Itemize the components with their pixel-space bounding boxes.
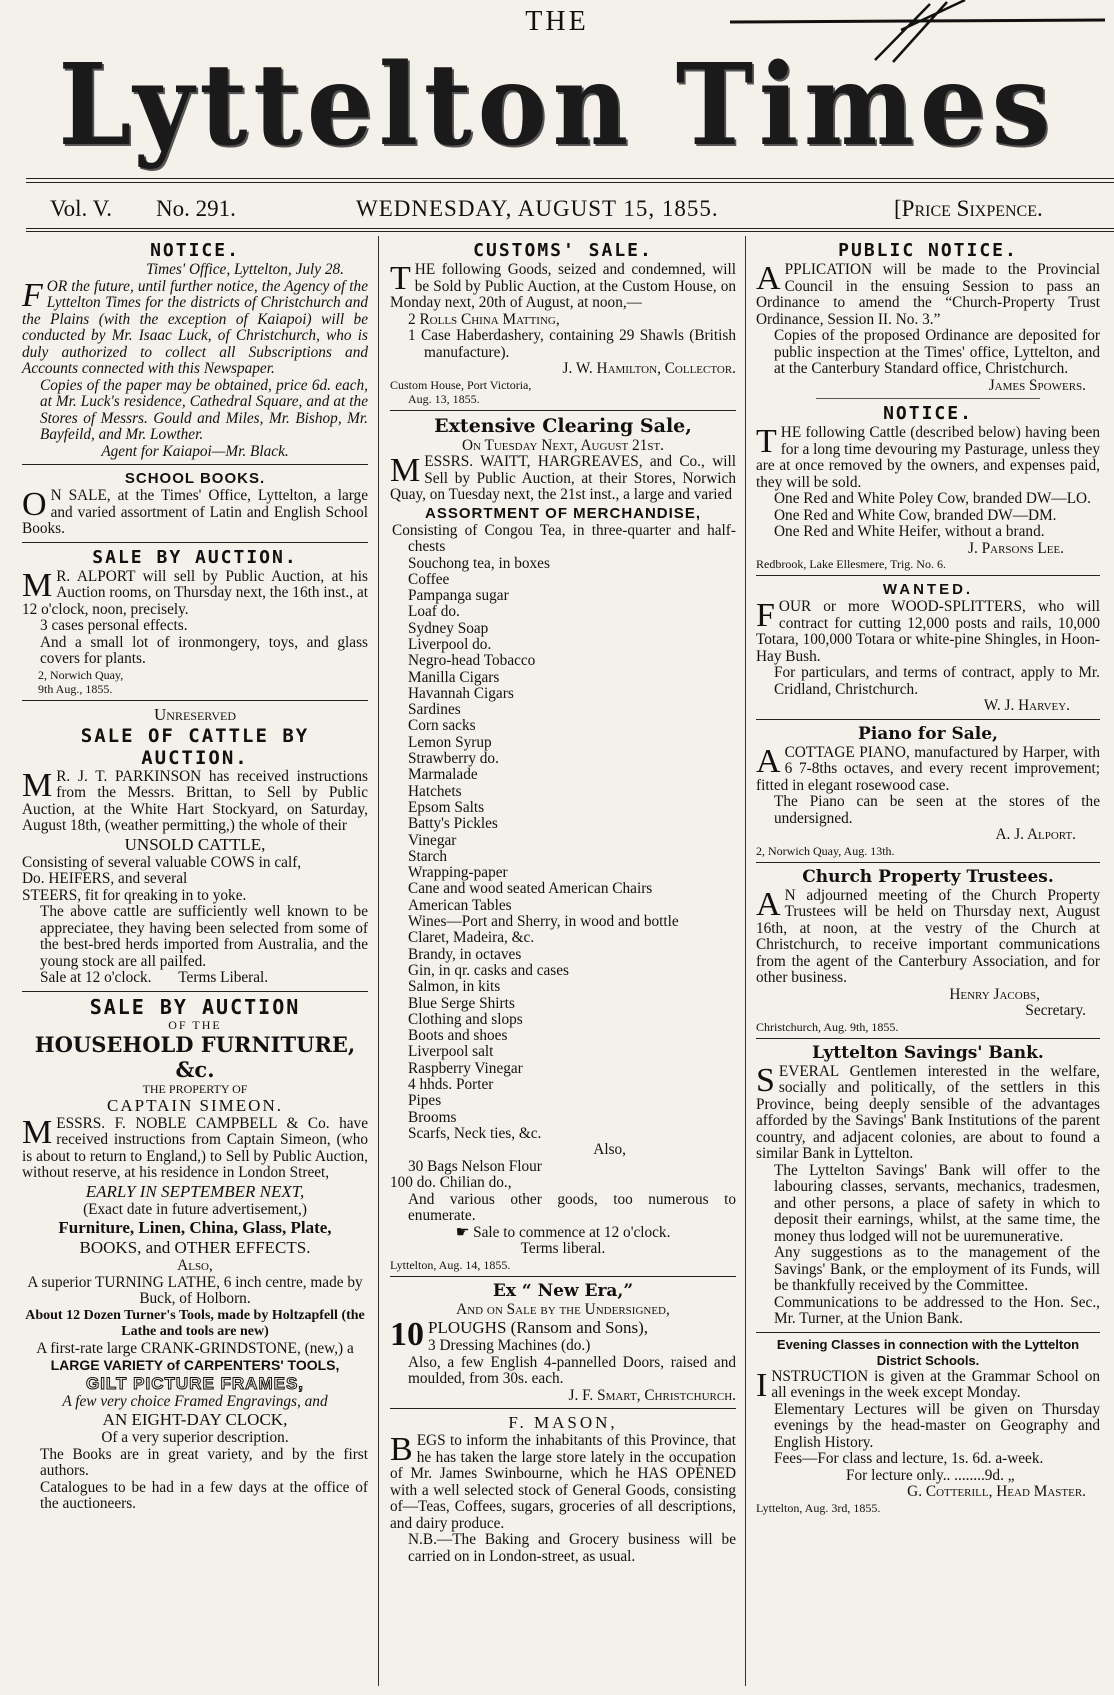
column-rule-2	[745, 236, 746, 1686]
merchandise-item: Clothing and slops	[408, 1010, 523, 1028]
ad-heading: Ex “ New Era,”	[492, 1280, 634, 1301]
drop-cap: F	[22, 276, 43, 314]
drop-cap: M	[22, 566, 53, 604]
ad-heading: Evening Classes in connection with the Lyttelton District Schools.	[776, 1336, 1080, 1368]
merchandise-item: Salmon, in kits	[408, 978, 501, 996]
merchandise-item: Wrapping-paper	[408, 864, 508, 882]
merchandise-item: Corn sacks	[408, 717, 476, 735]
cattle-notice-ad: NOTICE. THE following Cattle (described below) having been for a long time devouring my Pasturage, unless they are at once removed by the owners, and expenses paid, they will be sold. One Red and White Poley Cow, branded DW—LO. One Red and White Cow, branded DW—DM. One Red and White Heifer, without a brand. J. Parsons Lee. Redbrook, Lake Ellesmere, Trig. No. 6.	[756, 403, 1100, 571]
merchandise-item: Scarfs, Neck ties, &c.	[408, 1124, 542, 1142]
ad-heading: Extensive Clearing Sale,	[434, 414, 692, 437]
drop-cap: B	[390, 1431, 413, 1469]
merchandise-item: Wines—Port and Sherry, in wood and bottle	[408, 913, 679, 931]
merchandise-item: Brandy, in octaves	[408, 945, 522, 963]
issue-date: WEDNESDAY, AUGUST 15, 1855.	[356, 196, 719, 221]
church-trustees-ad: Church Property Trustees. A N adjourned meeting of the Church Property Trustees will be held on Thursday next, August 16th, at noon, at the vestry of the Church at Christchurch, to receive important communications from the agent of the Canterbury Association, and for other business. Henry Jacobs, Secretary. Christchurch, Aug. 9th, 1855.	[756, 866, 1100, 1034]
savings-bank-ad: Lyttelton Savings' Bank. SEVERAL Gentlemen interested in the welfare, socially and politically, of the settlers in this Province, being deeply sensible of the advantages afforded by the Savings' Bank Institutions of the parent country, and adjacent colonies, are about to found a similar Bank in Lyttelton. The Lyttelton Savings' Bank will offer to the labouring classes, servants, mechanics, tradesmen, and other persons, a place of safety in which to deposit their earnings, whilst, at the same time, the money thus lodged will not be uuremunerative. Any suggestions as to the management of the Savings' Bank, or the employment of its Funds, will be thankfully received by the Committee. Communications to be addressed to the Hon. Sec., Mr. Turner, at the Union Bank.	[756, 1042, 1100, 1327]
merchandise-item: Brooms	[408, 1108, 457, 1126]
merchandise-item: Marmalade	[408, 766, 478, 784]
merchandise-item: Liverpool do.	[408, 635, 492, 653]
merchandise-item: Negro-head Tobacco	[408, 652, 536, 670]
customs-sale-ad: CUSTOMS' SALE. THE following Goods, seized and condemned, will be Sold by Public Auction, at the Custom House, on Monday next, 20th of August, at noon,— 2 Rolls China Matting, 1 Case Haberdashery, containing 29 Shawls (British manufacture). J. W. Hamilton, Collector. Custom House, Port Victoria, Aug. 13, 1855.	[390, 240, 736, 406]
ad-heading: Church Property Trustees.	[802, 866, 1054, 887]
drop-cap: O	[22, 486, 47, 523]
alport-auction-ad: SALE BY AUCTION. M R. ALPORT will sell by Public Auction, at his Auction rooms, on Thursday next, the 16th inst., at 12 o'clock, noon, precisely. 3 cases personal effects. And a small lot of ironmongery, toys, and glass covers for plants. 2, Norwich Quay, 9th Aug., 1855.	[22, 546, 368, 696]
wanted-ad: WANTED. FOUR or more WOOD-SPLITTERS, who will contract for cutting 12,000 posts and rails, 10,000 Totara, 100,000 Totara or white-pine Shingles, in Hoon-Hay Bush. For particulars, and terms of contract, apply to Mr. Cridland, Christchurch. W. J. Harvey.	[756, 581, 1100, 714]
merchandise-item: Liverpool salt	[408, 1043, 494, 1061]
column-rule-1	[378, 236, 379, 1686]
column-1	[22, 240, 368, 1517]
merchandise-item: Strawberry do.	[408, 750, 499, 768]
divider	[390, 1276, 736, 1277]
merchandise-item: 4 hhds. Porter	[408, 1076, 494, 1093]
dateline	[26, 190, 1114, 224]
merchandise-item: Sardines	[408, 701, 461, 719]
divider	[22, 542, 368, 543]
new-era-ad: Ex “ New Era,” And on Sale by the Undersigned, 10 PLOUGHS (Ransom and Sons), 3 Dressing Machines (do.) Also, a few English 4-pannelled Doors, raised and moulded, from 30s. each. J. F. Smart, Christchurch.	[390, 1280, 736, 1404]
divider	[756, 862, 1100, 863]
ad-heading: CUSTOMS' SALE.	[473, 240, 653, 261]
merchandise-item: Coffee	[408, 570, 450, 588]
divider	[756, 575, 1100, 576]
merchandise-list	[390, 556, 736, 1143]
ad-heading: PUBLIC NOTICE.	[838, 240, 1018, 261]
merchandise-item: Loaf do.	[408, 603, 460, 621]
dateline-rule	[26, 228, 1114, 229]
drop-cap: T	[390, 260, 411, 297]
drop-cap: I	[756, 1366, 768, 1404]
merchandise-item: Manilla Cigars	[408, 668, 500, 686]
drop-cap: A	[756, 885, 781, 923]
column-2	[390, 240, 736, 1569]
divider	[22, 991, 368, 992]
ad-heading: NOTICE.	[883, 403, 973, 424]
drop-cap: T	[756, 423, 777, 460]
merchandise-item: Hatchets	[408, 782, 462, 800]
pointing-hand-icon: ☛	[455, 1223, 470, 1241]
merchandise-item: Boots and shoes	[408, 1027, 508, 1045]
merchandise-item: Pipes	[408, 1092, 442, 1110]
drop-cap: 10	[390, 1316, 424, 1354]
merchandise-item: Havannah Cigars	[408, 684, 514, 702]
ad-heading: SCHOOL BOOKS.	[124, 470, 266, 487]
merchandise-item: Pampanga sugar	[408, 587, 509, 605]
merchandise-item: American Tables	[408, 896, 512, 914]
drop-cap: A	[756, 260, 781, 297]
column-3	[756, 240, 1100, 1519]
price: [Price Sixpence.	[894, 196, 1043, 221]
drop-cap: M	[22, 766, 53, 804]
drop-cap: F	[756, 597, 775, 634]
merchandise-item: Epsom Salts	[408, 798, 485, 816]
dateline-rule-2	[26, 231, 1114, 232]
ad-heading: WANTED.	[882, 581, 974, 598]
divider	[756, 1332, 1100, 1333]
divider	[756, 1038, 1100, 1039]
divider	[390, 1408, 736, 1409]
drop-cap: M	[390, 452, 421, 489]
ad-heading: SALE BY AUCTION	[89, 994, 301, 1019]
evening-classes-ad: Evening Classes in connection with the Lyttelton District Schools. INSTRUCTION is given at the Grammar School on all evenings in the week except Monday. Elementary Lectures will be given on Thursday evenings by the head-master on Geography and English History. Fees—For class and lecture, 1s. 6d. a-week. For lecture only.. ........9d. „ G. Cotterill, Head Master. Lyttelton, Aug. 3rd, 1855.	[756, 1336, 1100, 1515]
ad-heading: NOTICE.	[150, 240, 240, 261]
ad-heading: Piano for Sale,	[858, 723, 998, 744]
clearing-sale-ad: Extensive Clearing Sale, On Tuesday Next, August 21st. MESSRS. WAITT, HARGREAVES, and Co., will Sell by Public Auction, at their Stores, Norwich Quay, on Tuesday next, the 21st inst., a large and varied ASSORTMENT OF MERCHANDISE, Consisting of Congou Tea, in three-quarter and half-chests Souchong tea, in boxes Coffee Pampanga sugar Loaf do. Sydney Soap Liverpool do. Negro-head Tobacco Manilla Cigars Havannah Cigars Sardines Corn sacks Lemon Syrup Strawberry do. Marmalade Hatchets Epsom Salts Batty's Pickles Vinegar Starch Wrapping-paper Cane and wood seated American Chairs American Tables Wines—Port and Sherry, in wood and bottle Claret, Madeira, &c. Brandy, in octaves Gin, in qr. casks and cases Salmon, in kits Blue Serge Shirts Clothing and slops Boots and shoes Liverpool salt Raspberry Vinegar 4 hhds. Porter Pipes Brooms Scarfs, Neck ties, &c. Also, 30 Bags Nelson Flour 100 do. Chilian do., And various other goods, too numerous to enumerate. ☛ Sale to commence at 12 o'clock. Terms liberal. Lyttelton, Aug. 14, 1855.	[390, 414, 736, 1272]
merchandise-item: Blue Serge Shirts	[408, 994, 515, 1012]
merchandise-item: Raspberry Vinegar	[408, 1059, 523, 1077]
merchandise-item: Batty's Pickles	[408, 815, 498, 833]
issue-number: No. 291.	[156, 196, 236, 221]
divider	[756, 719, 1100, 720]
ad-heading: F. MASON,	[508, 1413, 618, 1433]
merchandise-item: Gin, in qr. casks and cases	[408, 961, 570, 979]
cattle-auction-ad: Unreserved SALE OF CATTLE BY AUCTION. M R. J. T. PARKINSON has received instructions from the Messrs. Brittan, to Sell by Public Auction, at the White Hart Stockyard, on Saturday, August 18th, (weather permitting,) the whole of their UNSOLD CATTLE, Consisting of several valuable COWS in calf, Do. HEIFERS, and several STEERS, fit for qreaking in to yoke. The above cattle are sufficiently well known to be appreciatee, they having been selected from some of the best-bred herds imported from Australia, and the young stock are all pailfed. Sale at 12 o'clock. Terms Liberal.	[22, 704, 368, 986]
divider	[816, 398, 1040, 399]
public-notice-ad: PUBLIC NOTICE. APPLICATION will be made to the Provincial Council in the ensuing Session to pass an Ordinance to amend the “Church-Property Trust Ordinance, Session II. No. 3.” Copies of the proposed Ordinance are deposited for public inspection at the Times' office, Lyttelton, and at the Canterbury Standard office, Christchurch. James Spowers.	[756, 240, 1100, 394]
piano-ad: Piano for Sale, ACOTTAGE PIANO, manufactured by Harper, with 6 7-8ths octaves, and every recent improvement; fitted in elegant rosewood case. The Piano can be seen at the stores of the undersigned. A. J. Alport. 2, Norwich Quay, Aug. 13th.	[756, 723, 1100, 858]
mason-ad: F. MASON, BEGS to inform the inhabitants of this Province, that he has taken the large store lately in the occupation of Mr. James Swinbourne, which he HAS OPENED with a well selected stock of General Goods, consisting of—Teas, Coffees, sugars, groceries of all descriptions, and dairy produce. N.B.—The Baking and Grocery business will be carried on in London-street, as usual.	[390, 1413, 736, 1565]
masthead-title: Lyttelton Times	[58, 40, 1056, 171]
divider	[390, 410, 736, 411]
divider	[22, 464, 368, 465]
volume: Vol. V.	[50, 196, 113, 221]
masthead-rule	[26, 178, 1114, 179]
drop-cap: A	[756, 742, 781, 780]
merchandise-item: Starch	[408, 847, 448, 865]
masthead-pre: THE	[525, 6, 589, 37]
merchandise-item: Souchong tea, in boxes	[408, 554, 550, 572]
merchandise-item: Cane and wood seated American Chairs	[408, 880, 653, 898]
agency-notice: NOTICE. Times' Office, Lyttelton, July 28. FOR the future, until further notice, the Agency of the Lyttelton Times for the districts of Christchurch and the Plains (with the exception of Kaiapoi) will be conducted by Mr. Isaac Luck, of Christchurch, who is duly authorized to collect all Subscriptions and Accounts connected with this Newspaper. Copies of the paper may be obtained, price 6d. each, at Mr. Luck's residence, Cathedral Square, and at the Stores of Messrs. Gould and Miles, Mr. Bishop, Mr. Bayfeild, and Mr. Lowther. Agent for Kaiapoi—Mr. Black.	[22, 240, 368, 460]
merchandise-item: Claret, Madeira, &c.	[408, 929, 535, 947]
merchandise-item: Vinegar	[408, 831, 457, 849]
drop-cap: M	[22, 1113, 53, 1151]
merchandise-item: Sydney Soap	[408, 619, 489, 637]
masthead-rule-2	[26, 182, 1114, 183]
school-books-ad: SCHOOL BOOKS. O N SALE, at the Times' Office, Lyttelton, a large and varied assortment of Latin and English School Books.	[22, 470, 368, 537]
ad-heading: SALE OF CATTLE BY AUCTION.	[80, 724, 310, 769]
divider	[22, 700, 368, 701]
ad-heading: SALE BY AUCTION.	[92, 546, 298, 568]
ad-heading: Lyttelton Savings' Bank.	[812, 1042, 1044, 1063]
furniture-auction-ad: SALE BY AUCTION OF THE HOUSEHOLD FURNITURE, &c. THE PROPERTY OF CAPTAIN SIMEON. MESSRS. F. NOBLE CAMPBELL & Co. have received instructions from Captain Simeon, (who is about to return to England,) to Sell by Public Auction, without reserve, at his residence in London Street, EARLY IN SEPTEMBER NEXT, (Exact date in future advertisement,) Furniture, Linen, China, Glass, Plate, BOOKS, and OTHER EFFECTS. Also, A superior TURNING LATHE, 6 inch centre, made by Buck, of Holborn. About 12 Dozen Turner's Tools, made by Holtzapfell (the Lathe and tools are new) A first-rate large CRANK-GRINDSTONE, (new,) a LARGE VARIETY of CARPENTERS' TOOLS, GILT PICTURE FRAMES, A few very choice Framed Engravings, and AN EIGHT-DAY CLOCK, Of a very superior description. The Books are in great variety, and by the first authors. Catalogues to be had in a few days at the office of the auctioneers.	[22, 994, 368, 1512]
merchandise-item: Lemon Syrup	[408, 733, 492, 751]
drop-cap: S	[756, 1061, 775, 1099]
